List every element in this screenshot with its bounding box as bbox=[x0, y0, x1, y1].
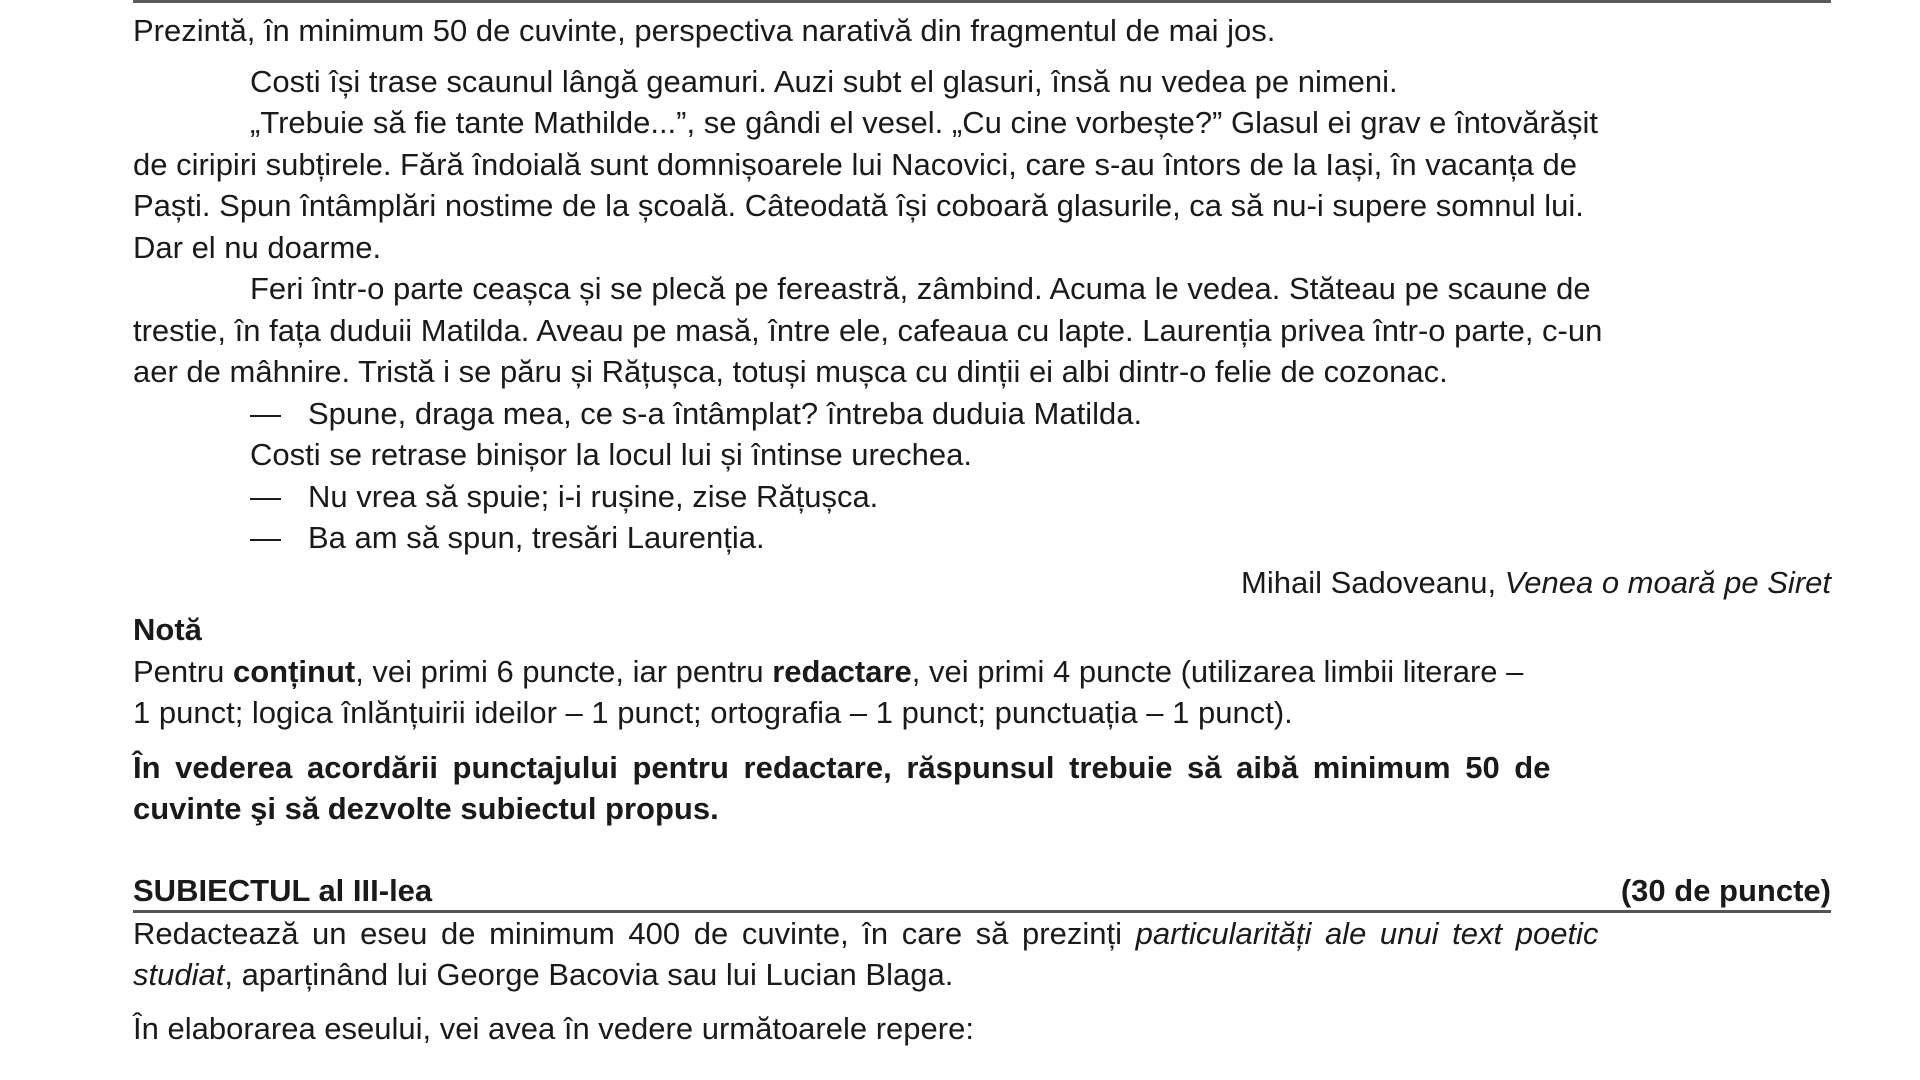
source-author: Mihail Sadoveanu, bbox=[1241, 564, 1505, 600]
note-line-2: 1 punct; logica înlănțuirii ideilor – 1 punct; ortografia – 1 punct; punctuația – 1 punct). bbox=[133, 695, 1293, 730]
narration-line: Costi se retrase binișor la locul lui și întinse urechea. bbox=[250, 437, 972, 472]
section-3-points: (30 de puncte) bbox=[1620, 872, 1831, 908]
dialogue-dash: — bbox=[250, 478, 281, 514]
section-3-header bbox=[133, 872, 1831, 913]
dialogue-dash: — bbox=[250, 395, 281, 431]
dialogue-text: Ba am să spun, tresări Laurenția. bbox=[308, 520, 765, 555]
note-emphasis-content: conținut bbox=[232, 653, 356, 689]
requirement-line-1: În vederea acordării punctajului pentru redactare, răspunsul trebuie să aibă minimum 50 de bbox=[133, 749, 1551, 785]
essay-line-2 bbox=[133, 954, 1831, 996]
task-instruction: Prezintă, în minimum 50 de cuvinte, perspectiva narativă din fragmentul de mai jos. bbox=[133, 13, 1276, 48]
source-work-title: Venea o moară pe Siret bbox=[1504, 564, 1831, 600]
essay-line-1 bbox=[133, 913, 1831, 955]
fragment-line: Feri într-o parte ceașca și se plecă pe fereastră, zâmbind. Acuma le vedea. Stăteau pe scaune de bbox=[250, 271, 1591, 306]
essay-task bbox=[133, 913, 1831, 996]
note-text: , vei primi 6 puncte, iar pentru bbox=[355, 653, 773, 689]
fragment-paragraph-1: Costi își trase scaunul lângă geamuri. Auzi subt el glasuri, însă nu vedea pe nimeni. bbox=[250, 63, 1398, 99]
essay-emphasis: particularități ale unui text poetic bbox=[1135, 915, 1599, 951]
literary-fragment bbox=[133, 61, 1831, 559]
note-title: Notă bbox=[133, 612, 202, 647]
document-page bbox=[133, 0, 1831, 1049]
dialogue-line-3 bbox=[133, 517, 1831, 559]
section-3-title: SUBIECTUL al III-lea bbox=[133, 872, 433, 908]
source-citation bbox=[133, 562, 1831, 604]
fragment-paragraph-3 bbox=[133, 268, 1831, 393]
fragment-line: Dar el nu doarme. bbox=[133, 229, 382, 265]
note-emphasis-redactare: redactare bbox=[772, 653, 912, 689]
dialogue-text: Nu vrea să spuie; i-i rușine, zise Rățușca. bbox=[308, 478, 879, 514]
fragment-line: de ciripiri subțirele. Fără îndoială sunt domnișoarele lui Nacovici, care s-au întors de la Iași, în vacanța de bbox=[133, 146, 1577, 182]
note-text: , vei primi 4 puncte (utilizarea limbii literare – bbox=[911, 653, 1524, 689]
dialogue-line-1 bbox=[133, 393, 1831, 435]
essay-emphasis: studiat bbox=[133, 957, 225, 992]
note-line-1 bbox=[133, 651, 1831, 693]
requirement-line-2: cuvinte şi să dezvolte subiectul propus. bbox=[133, 791, 719, 826]
fragment-line: Paști. Spun întâmplări nostime de la școală. Câteodată își coboară glasurile, ca să nu-i supere somnul lui. bbox=[133, 188, 1584, 223]
essay-text: Redactează un eseu de minimum 400 de cuvinte, în care să prezinți bbox=[133, 915, 1136, 951]
dialogue-dash: — bbox=[250, 520, 281, 555]
fragment-line: trestie, în fața duduii Matilda. Aveau pe masă, între ele, cafeaua cu lapte. Laurenția privea într-o parte, c-un bbox=[133, 312, 1603, 348]
essay-guidelines-intro: În elaborarea eseului, vei avea în vedere următoarele repere: bbox=[133, 1010, 974, 1046]
essay-text: , aparținând lui George Bacovia sau lui Lucian Blaga. bbox=[224, 957, 954, 992]
fragment-line: „Trebuie să fie tante Mathilde...”, se gândi el vesel. „Cu cine vorbește?” Glasul ei grav e întovărășit bbox=[250, 105, 1599, 140]
fragment-paragraph-2 bbox=[133, 102, 1831, 268]
dialogue-text: Spune, draga mea, ce s-a întâmplat? întreba duduia Matilda. bbox=[308, 395, 1143, 431]
note-requirement bbox=[133, 747, 1831, 830]
fragment-line: aer de mâhnire. Tristă i se păru și Rățușca, totuși mușca cu dinții ei albi dintr-o felie de cozonac. bbox=[133, 354, 1448, 389]
dialogue-line-2 bbox=[133, 476, 1831, 518]
note-text: Pentru bbox=[133, 653, 233, 689]
note-body bbox=[133, 651, 1831, 734]
